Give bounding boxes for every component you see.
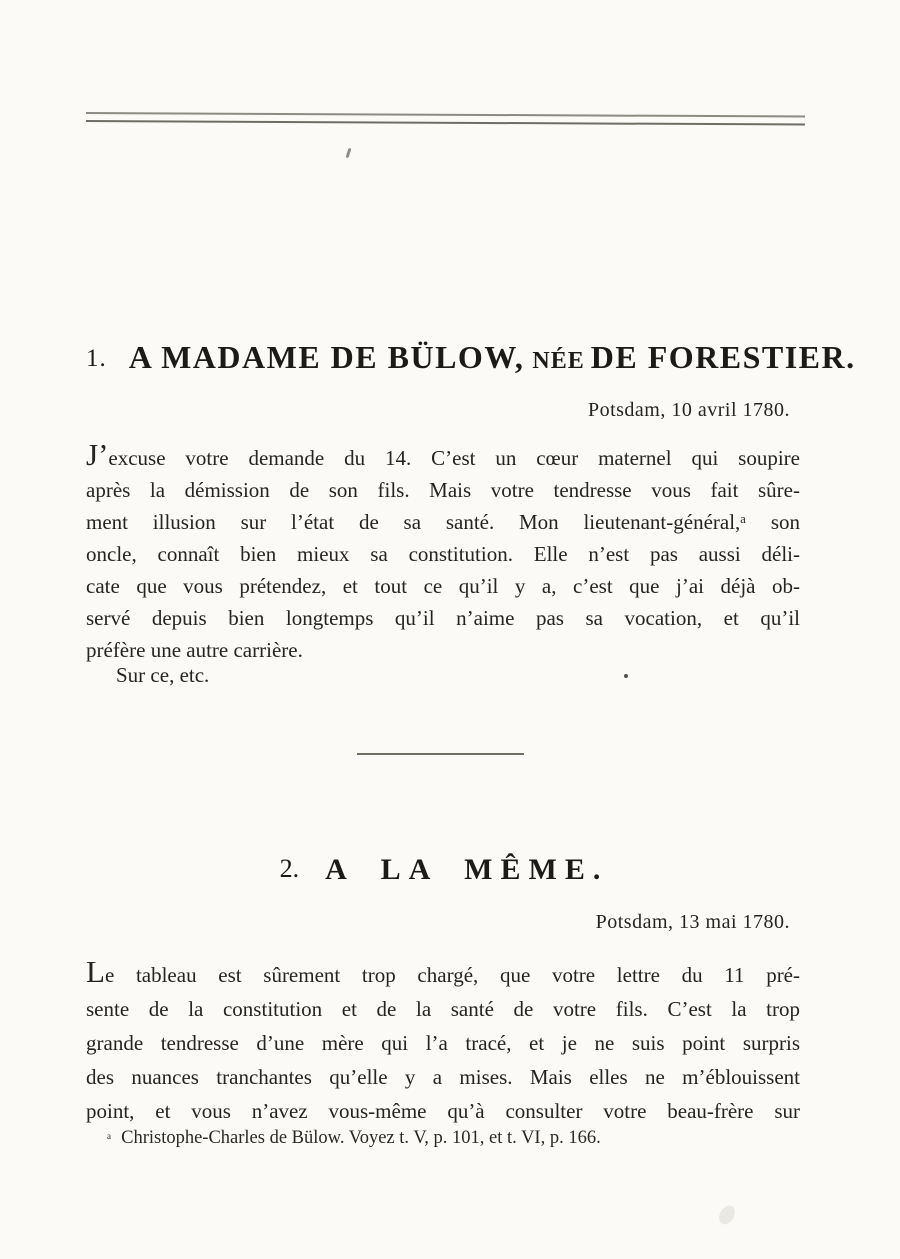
text-line: J’excuse votre demande du 14. C’est un cœur maternel qui soupire [86, 437, 800, 472]
text-line: des nuances tranchantes qu’elle y a mises. Mais elles ne m’éblouissent [86, 1065, 800, 1089]
text-line: oncle, connaît bien mieux sa constitution. Elle n’est pas aussi déli- [86, 542, 800, 566]
text-line: préfère une autre carrière. [86, 638, 303, 662]
letter1-title-smallcaps: NÉE [532, 348, 585, 374]
text-line: point, et vous n’avez vous-même qu’à consulter votre beau-frère sur [86, 1099, 800, 1123]
text-line: ment illusion sur l’état de sa santé. Mon lieutenant-général,ᵃ son [86, 510, 800, 534]
letter1-title-main: A MADAME DE BÜLOW, [128, 339, 525, 375]
text-line: grande tendresse d’une mère qui l’a tracé, et je ne suis point surpris [86, 1031, 800, 1055]
letter1-number: 1. [86, 345, 107, 372]
letter2-body [86, 956, 800, 1128]
letter2-number: 2. [279, 854, 300, 883]
letter1-title-rest: DE FORESTIER. [590, 339, 856, 375]
text-line: cate que vous prétendez, et tout ce qu’il y a, c’est que j’ai déjà ob- [86, 574, 800, 598]
letter1-dateline: Potsdam, 10 avril 1780. [587, 399, 790, 421]
scan-artifact-mark [346, 148, 352, 158]
footnote-marker: ᵃ [107, 1131, 112, 1147]
text-line: Le tableau est sûrement trop chargé, que votre lettre du 11 pré- [86, 954, 800, 989]
letter2-dateline: Potsdam, 13 mai 1780. [595, 911, 790, 933]
footnote-text: Christophe-Charles de Bülow. Voyez t. V, p. 101, et t. VI, p. 166. [121, 1128, 601, 1148]
letter1-body [86, 439, 800, 666]
text-line: servé depuis bien longtemps qu’il n’aime pas sa vocation, et qu’il [86, 606, 800, 630]
letter2-heading [86, 853, 802, 887]
text-line: sente de la constitution et de la santé de votre fils. C’est la trop [86, 997, 800, 1021]
letter2-title-main: A LA MÊME. [325, 853, 609, 886]
text-line: après la démission de son fils. Mais votre tendresse vous fait sûre- [86, 478, 800, 502]
letter1-heading [86, 339, 856, 376]
top-double-rule [86, 112, 805, 126]
scan-artifact-smudge [716, 1203, 738, 1227]
letter1-closing: Sur ce, etc. [116, 663, 210, 687]
scan-artifact-dot [624, 674, 628, 678]
footnote [107, 1128, 797, 1149]
section-divider-rule [357, 753, 524, 755]
